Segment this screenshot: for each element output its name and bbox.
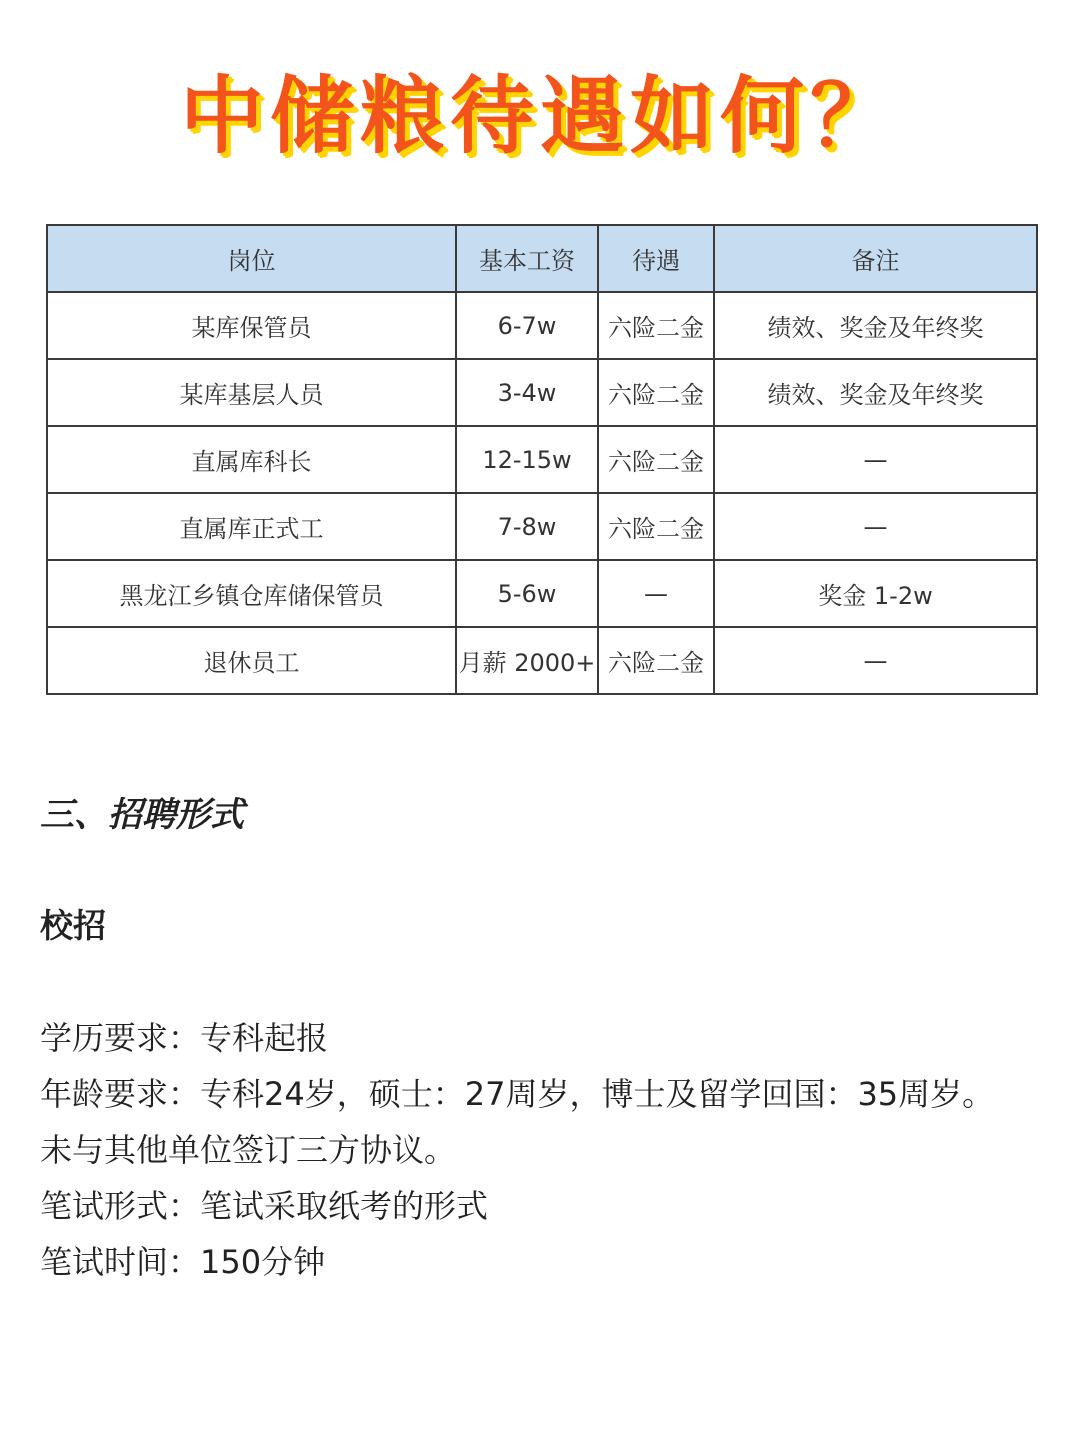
table-header-row <box>47 225 1037 292</box>
header-base-salary: 基本工资 <box>456 225 598 292</box>
sub-heading: 校招 <box>40 906 106 945</box>
cell-position: 直属库正式工 <box>47 493 456 560</box>
cell-position: 某库保管员 <box>47 292 456 359</box>
table-row <box>47 426 1037 493</box>
table-row <box>47 359 1037 426</box>
cell-benefits: 六险二金 <box>598 359 714 426</box>
requirements-list <box>40 1010 1070 1290</box>
cell-benefits: 六险二金 <box>598 627 714 694</box>
cell-benefits: — <box>598 560 714 627</box>
section-heading: 三、招聘形式 <box>40 795 244 835</box>
cell-position: 退休员工 <box>47 627 456 694</box>
list-item: 未与其他单位签订三方协议。 <box>40 1131 457 1169</box>
table-row <box>47 560 1037 627</box>
cell-base-salary: 6-7w <box>456 292 598 359</box>
list-item: 学历要求：专科起报 <box>40 1019 329 1057</box>
list-item: 年龄要求：专科24岁，硕士：27周岁，博士及留学回国：35周岁。 <box>40 1075 995 1113</box>
header-benefits: 待遇 <box>598 225 714 292</box>
cell-base-salary: 12-15w <box>456 426 598 493</box>
cell-base-salary: 月薪 2000+ <box>456 627 598 694</box>
cell-benefits: 六险二金 <box>598 493 714 560</box>
cell-remarks: 绩效、奖金及年终奖 <box>714 359 1037 426</box>
cell-remarks: — <box>714 627 1037 694</box>
cell-position: 直属库科长 <box>47 426 456 493</box>
table-row <box>47 493 1037 560</box>
cell-remarks: 绩效、奖金及年终奖 <box>714 292 1037 359</box>
cell-benefits: 六险二金 <box>598 426 714 493</box>
salary-table <box>46 224 1038 695</box>
cell-position: 黑龙江乡镇仓库储保管员 <box>47 560 456 627</box>
cell-remarks: — <box>714 493 1037 560</box>
salary-table-container <box>46 224 1036 695</box>
cell-remarks: — <box>714 426 1037 493</box>
cell-remarks: 奖金 1-2w <box>714 560 1037 627</box>
cell-position: 某库基层人员 <box>47 359 456 426</box>
list-item: 笔试形式：笔试采取纸考的形式 <box>40 1187 489 1225</box>
table-row <box>47 292 1037 359</box>
table-row <box>47 627 1037 694</box>
cell-benefits: 六险二金 <box>598 292 714 359</box>
cell-base-salary: 7-8w <box>456 493 598 560</box>
header-remarks: 备注 <box>714 225 1037 292</box>
cell-base-salary: 5-6w <box>456 560 598 627</box>
header-position: 岗位 <box>47 225 456 292</box>
list-item: 笔试时间：150分钟 <box>40 1243 326 1281</box>
cell-base-salary: 3-4w <box>456 359 598 426</box>
page-title: 中储粮待遇如何？ <box>179 67 900 165</box>
